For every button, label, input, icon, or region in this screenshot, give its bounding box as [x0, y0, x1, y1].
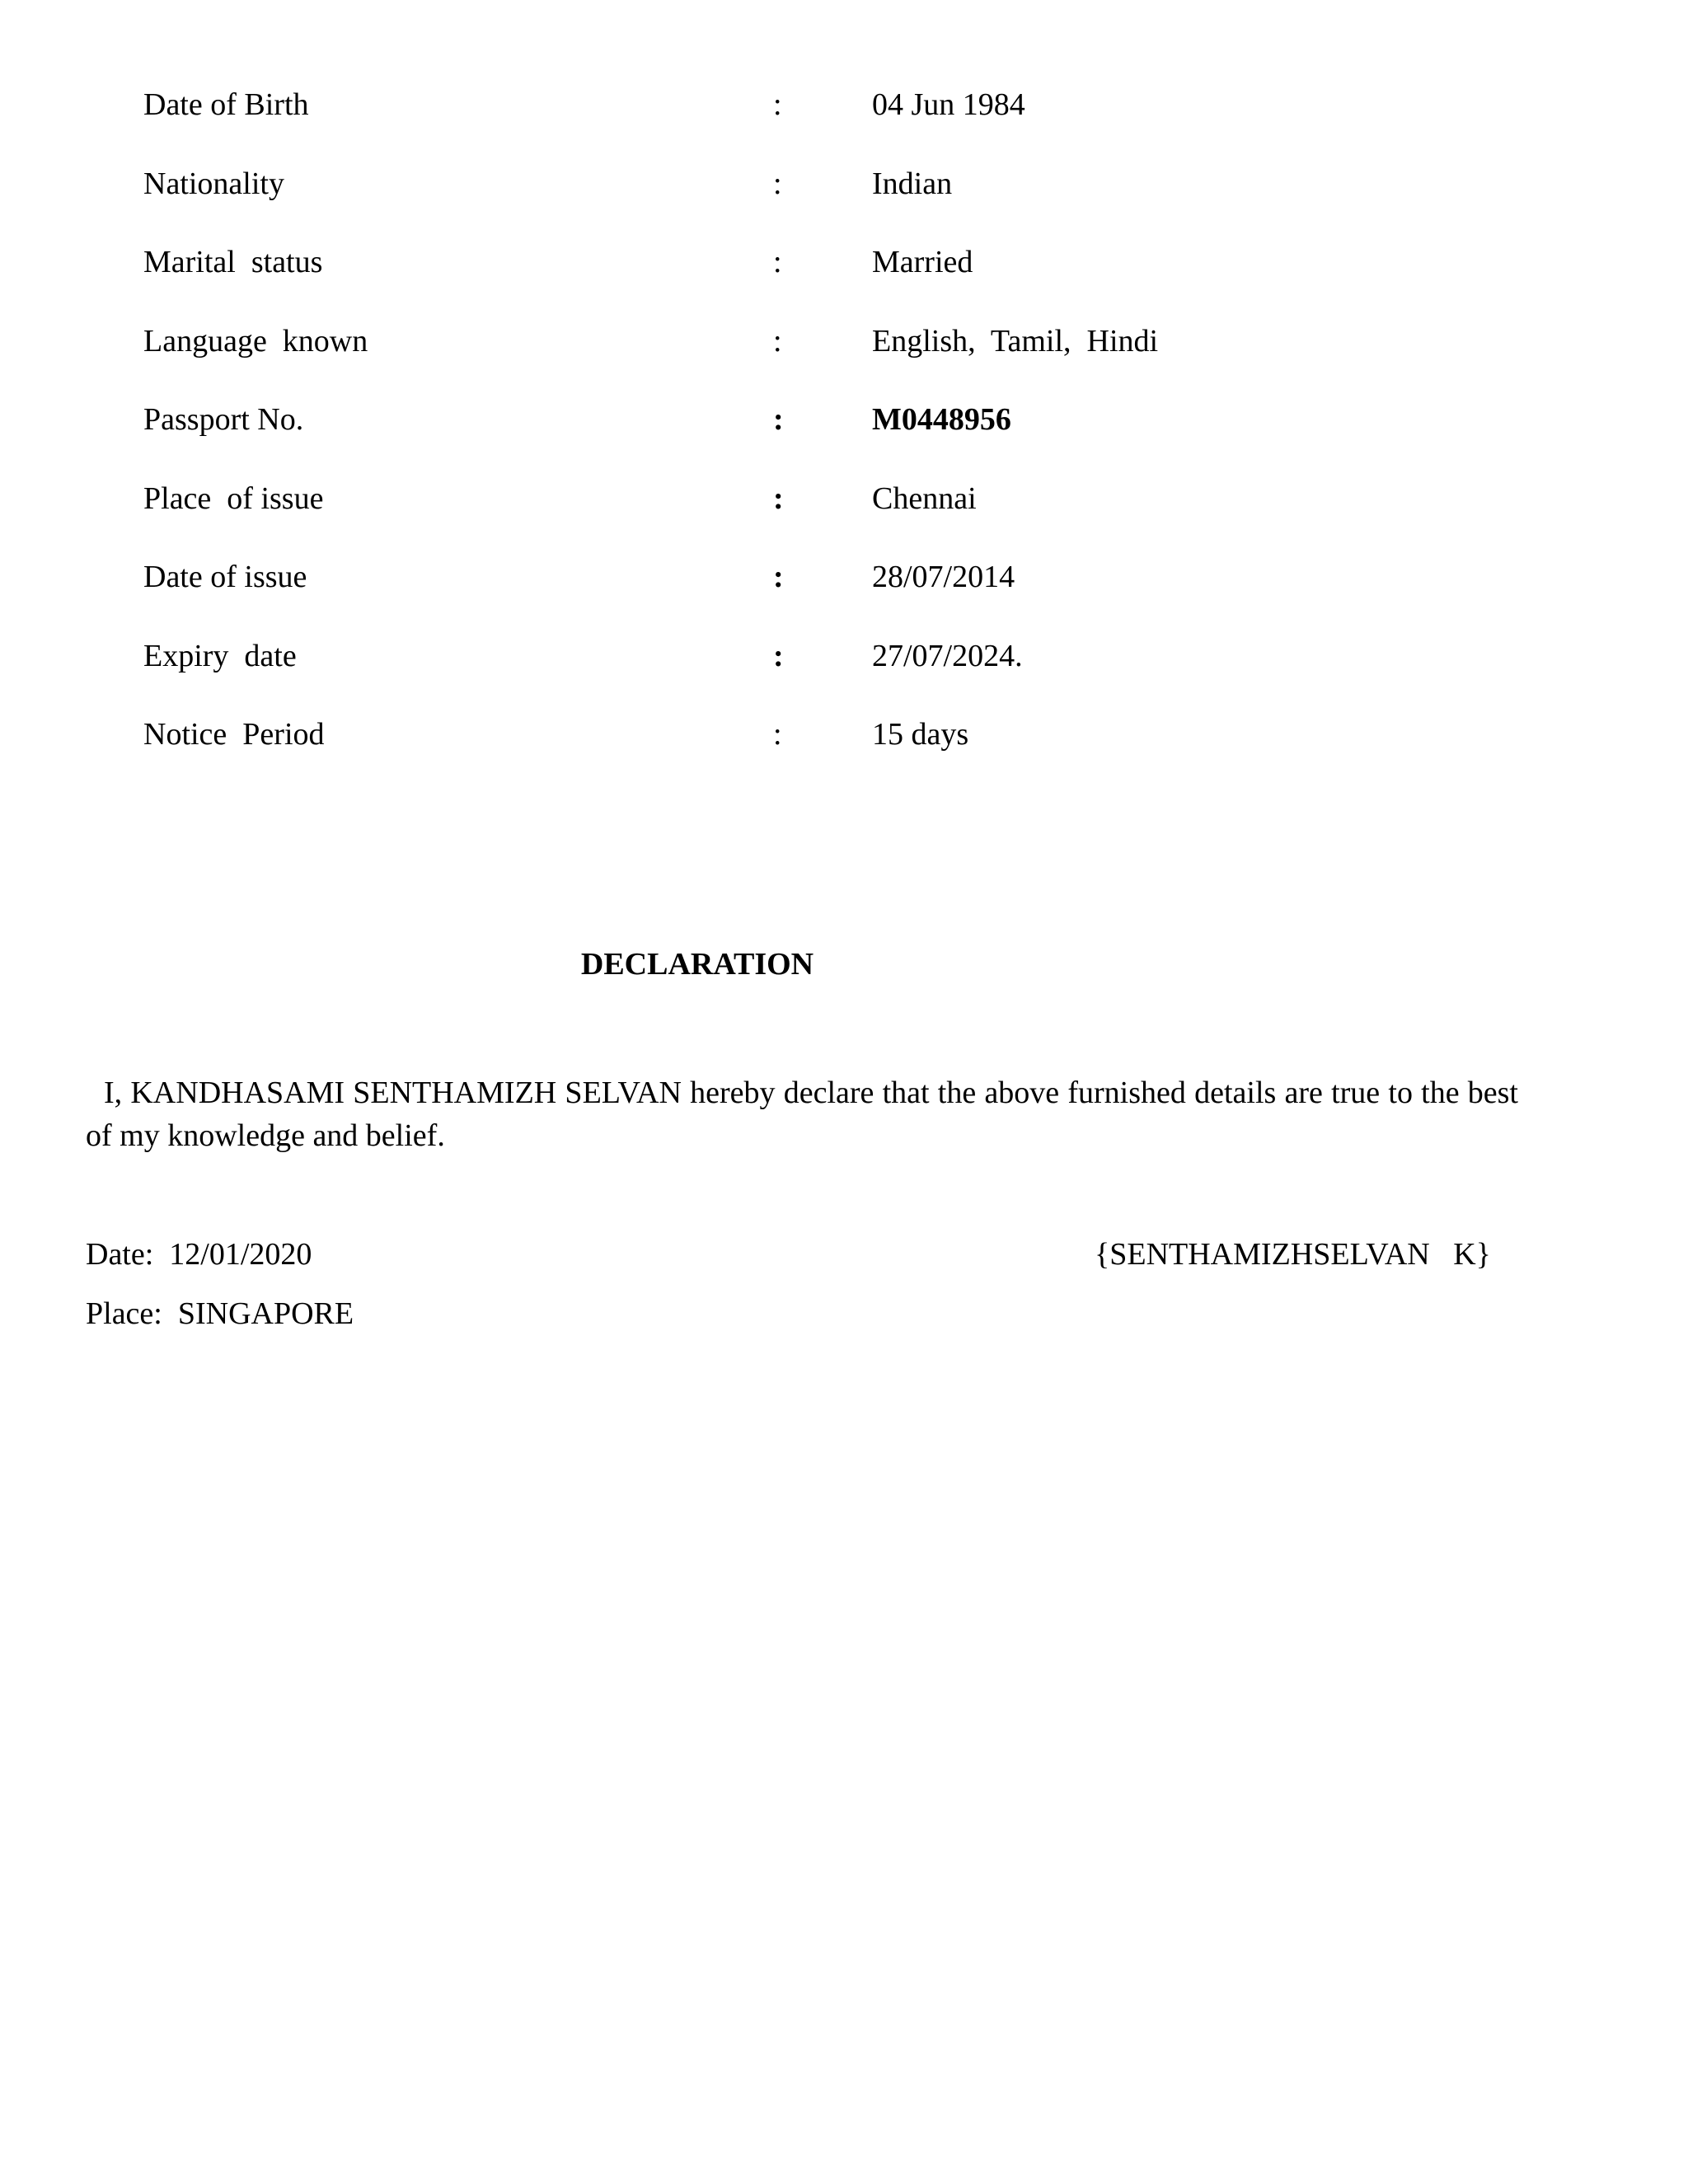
detail-value: 28/07/2014	[872, 560, 1015, 594]
personal-details	[0, 78, 1688, 787]
detail-row-marital-status	[0, 236, 1688, 315]
detail-value: 15 days	[872, 717, 969, 752]
detail-colon: :	[773, 560, 784, 594]
detail-value: Married	[872, 245, 973, 279]
detail-label: Nationality	[143, 166, 284, 201]
detail-label: Date of Birth	[143, 87, 309, 122]
detail-row-notice-period	[0, 708, 1688, 787]
detail-label: Marital status	[143, 245, 323, 279]
signature-name: {SENTHAMIZHSELVAN K}	[1095, 1237, 1491, 1272]
detail-label: Passport No.	[143, 402, 304, 437]
detail-value: Chennai	[872, 480, 977, 516]
detail-value: Indian	[872, 166, 953, 201]
declaration-heading: DECLARATION	[580, 947, 814, 982]
declaration-place: Place: SINGAPORE	[86, 1296, 354, 1331]
detail-row-passport-no	[0, 393, 1688, 472]
detail-value: English, Tamil, Hindi	[872, 323, 1159, 359]
detail-label: Place of issue	[143, 480, 324, 516]
detail-value: M0448956	[872, 402, 1011, 437]
detail-value: 04 Jun 1984	[872, 87, 1025, 122]
detail-row-nationality	[0, 157, 1688, 237]
detail-colon: :	[773, 480, 784, 516]
detail-row-place-of-issue	[0, 472, 1688, 551]
detail-row-expiry-date	[0, 630, 1688, 709]
detail-label: Language known	[143, 323, 368, 359]
detail-colon: :	[773, 245, 782, 279]
declaration-date: Date: 12/01/2020	[86, 1237, 312, 1272]
detail-colon: :	[773, 166, 782, 201]
declaration-text: I, KANDHASAMI SENTHAMIZH SELVAN hereby declare that the above furnished details are true to the best of my knowledge and belief.	[86, 1076, 1518, 1153]
detail-label: Expiry date	[143, 638, 297, 673]
detail-colon: :	[773, 323, 782, 359]
detail-colon: :	[773, 638, 784, 673]
detail-colon: :	[773, 402, 784, 437]
detail-row-date-of-issue	[0, 551, 1688, 630]
detail-colon: :	[773, 717, 782, 752]
detail-row-date-of-birth	[0, 78, 1688, 157]
detail-row-languages	[0, 315, 1688, 394]
detail-label: Date of issue	[143, 560, 307, 594]
detail-colon: :	[773, 87, 782, 122]
detail-label: Notice Period	[143, 717, 325, 752]
detail-value: 27/07/2024.	[872, 638, 1023, 673]
